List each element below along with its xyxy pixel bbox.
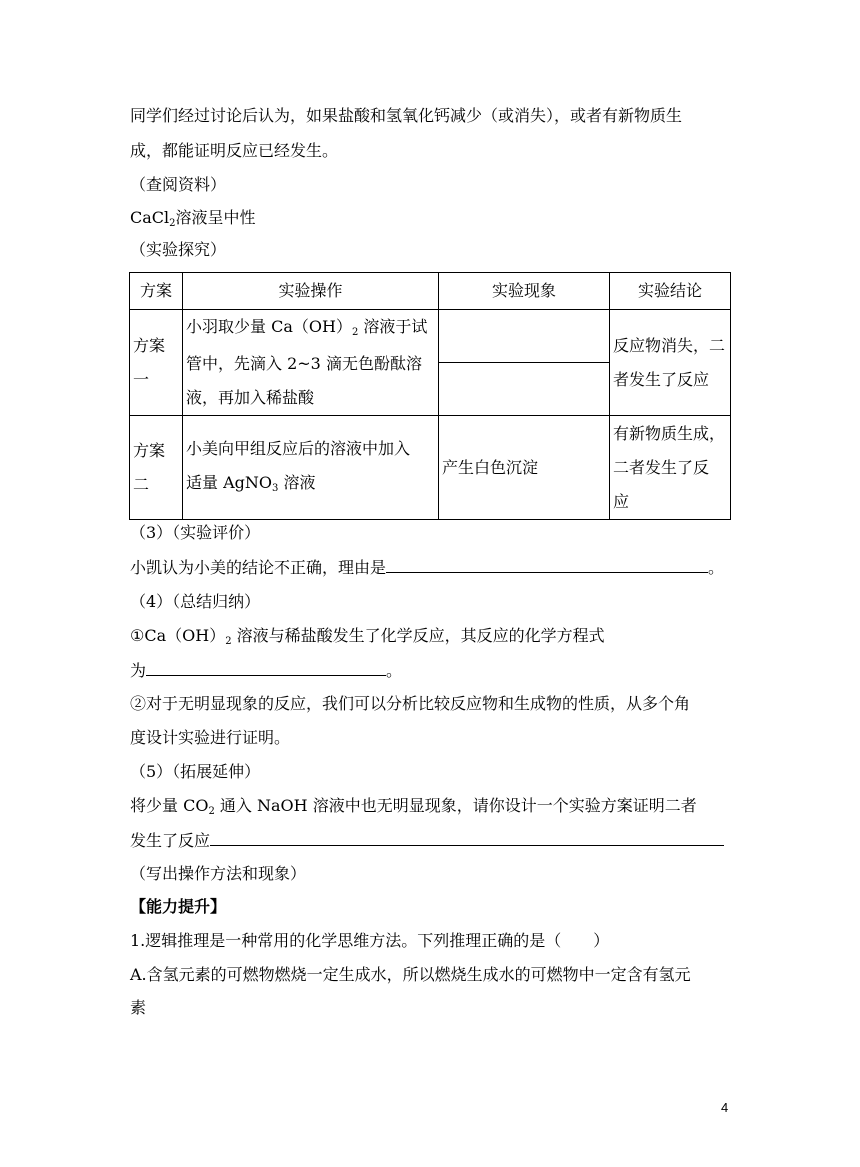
table-header-row [130, 273, 731, 310]
phenomenon-cell [439, 310, 610, 416]
summary-item-2: ②对于无明显现象的反应，我们可以分析比较反应物和生成物的性质，从多个角 [130, 694, 691, 713]
table-row [130, 416, 731, 520]
plan-cell: 方案 一 [130, 310, 183, 416]
answer-blank [210, 830, 724, 846]
header-operation: 实验操作 [183, 273, 439, 310]
experiment-table [129, 272, 731, 520]
summary-item-1-answer: 为 。 [130, 661, 403, 680]
extend-question: 将少量 $CO_2$ 通入 NaOH 溶液中也无明显现象，请你设计一个实验方案证明二者 [130, 796, 697, 817]
section-heading-lookup: （查阅资料） [130, 175, 227, 194]
phenomenon-blank-top [439, 311, 609, 364]
extend-note: （写出操作方法和现象） [130, 864, 307, 883]
extend-answer: 发生了反应 [130, 830, 724, 851]
header-phenomenon: 实验现象 [439, 273, 610, 310]
answer-blank [146, 660, 386, 676]
phenomenon-cell: 产生白色沉淀 [439, 416, 610, 520]
conclusion-cell: 反应物消失，二 者发生了反应 [610, 310, 731, 416]
paragraph-line: 同学们经过讨论后认为，如果盐酸和氢氧化钙减少（或消失），或者有新物质生 [130, 106, 683, 125]
page-number: 4 [721, 1100, 729, 1115]
question-1: 1.逻辑推理是一种常用的化学思维方法。下列推理正确的是（ ） [130, 931, 610, 950]
answer-blank [386, 557, 708, 573]
section-heading-summary: （4）（总结归纳） [130, 592, 261, 611]
section-heading-extend: （5）（拓展延伸） [130, 762, 261, 781]
eval-question: 小凯认为小美的结论不正确，理由是 。 [130, 558, 725, 577]
phenomenon-blank-bottom [439, 363, 609, 415]
operation-cell: 小美向甲组反应后的溶液中加入 适量 AgNO$_3$ 溶液 [183, 416, 439, 520]
summary-item-1: $①Ca(OH)_2$ 溶液与稀盐酸发生了化学反应，其反应的化学方程式 [130, 626, 605, 647]
summary-item-2-cont: 度设计实验进行证明。 [130, 728, 291, 747]
header-conclusion: 实验结论 [610, 273, 731, 310]
conclusion-cell: 有新物质生成， 二者发生了反 应 [610, 416, 731, 520]
option-a-cont: 素 [130, 998, 147, 1017]
table-row [130, 310, 731, 416]
header-plan: 方案 [130, 273, 183, 310]
plan-cell: 方案 二 [130, 416, 183, 520]
section-heading-eval: （3）（实验评价） [130, 523, 261, 542]
cacl2-statement: CaCl$_2$溶液呈中性 [130, 208, 256, 229]
section-heading-explore: （实验探究） [130, 240, 227, 259]
section-heading-ability: 【能力提升】 [130, 897, 227, 916]
paragraph-line: 成，都能证明反应已经发生。 [130, 141, 339, 160]
operation-cell: 小羽取少量 $Ca(OH)_2$ 溶液于试 管中，先滴入 2~3 滴无色酚酞溶 液，再加入稀盐酸 [183, 310, 439, 416]
option-a: A.含氢元素的可燃物燃烧一定生成水，所以燃烧生成水的可燃物中一定含有氢元 [130, 965, 691, 984]
